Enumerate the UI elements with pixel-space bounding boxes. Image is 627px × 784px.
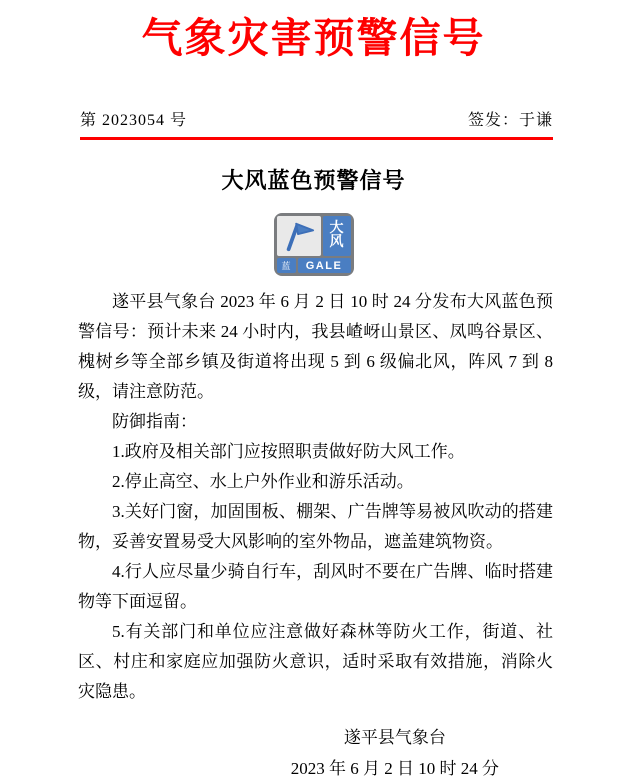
guideline-item-1: 1.政府及相关部门应按照职责做好防大风工作。 — [112, 442, 465, 462]
icon-wind-label — [323, 216, 351, 256]
issuer-signature: 签发：于谦 — [467, 112, 553, 130]
guideline-item-3: 3.关好门窗，加固围板、棚架、广告牌等易被风吹动的搭建物，妥善安置易受大风影响的室外物品，遮盖建筑物资。 — [78, 502, 553, 552]
icon-gale-label: GALE — [298, 258, 351, 273]
warning-paragraph: 遂平县气象台 2023 年 6 月 2 日 10 时 24 分发布大风蓝色预警信号：预计未来 24 小时内，我县嵖岈山景区、凤鸣谷景区、槐树乡等全部乡镇及街道将出现 5 到 6 级偏北风，阵风 7 到 8 级，请注意防范。 — [78, 292, 553, 402]
warning-icon-container — [0, 213, 627, 276]
icon-level-badge: 蓝 — [277, 258, 296, 273]
icon-wind-char-bottom: 风 — [329, 235, 344, 251]
guide-title: 防御指南： — [112, 412, 197, 432]
footer-datetime: 2023 年 6 月 2 日 10 时 24 分 — [290, 759, 499, 779]
guideline-item-5: 5.有关部门和单位应注意做好森林等防火工作，街道、社区、村庄和家庭应加强防火意识，适时采取有效措施，消除火灾隐患。 — [78, 622, 553, 702]
page-title: 气象灾害预警信号 — [141, 15, 486, 61]
warning-subtitle: 大风蓝色预警信号 — [221, 168, 406, 194]
doc-meta-row — [80, 107, 553, 130]
gale-blue-warning-icon — [274, 213, 354, 276]
guideline-item-2: 2.停止高空、水上户外作业和游乐活动。 — [112, 472, 414, 492]
icon-bottom-row — [277, 258, 351, 273]
red-divider-line — [80, 137, 553, 140]
icon-wind-char-top: 大 — [329, 220, 344, 236]
wind-flag-icon — [277, 216, 321, 256]
warning-body — [78, 287, 553, 707]
footer-signature-block — [291, 722, 499, 784]
doc-number: 第 2023054 号 — [80, 112, 188, 130]
guideline-item-4: 4.行人应尽量少骑自行车，刮风时不要在广告牌、临时搭建物等下面逗留。 — [78, 562, 553, 612]
document-footer — [0, 722, 627, 784]
icon-top-row — [277, 216, 351, 256]
footer-agency: 遂平县气象台 — [343, 728, 446, 748]
